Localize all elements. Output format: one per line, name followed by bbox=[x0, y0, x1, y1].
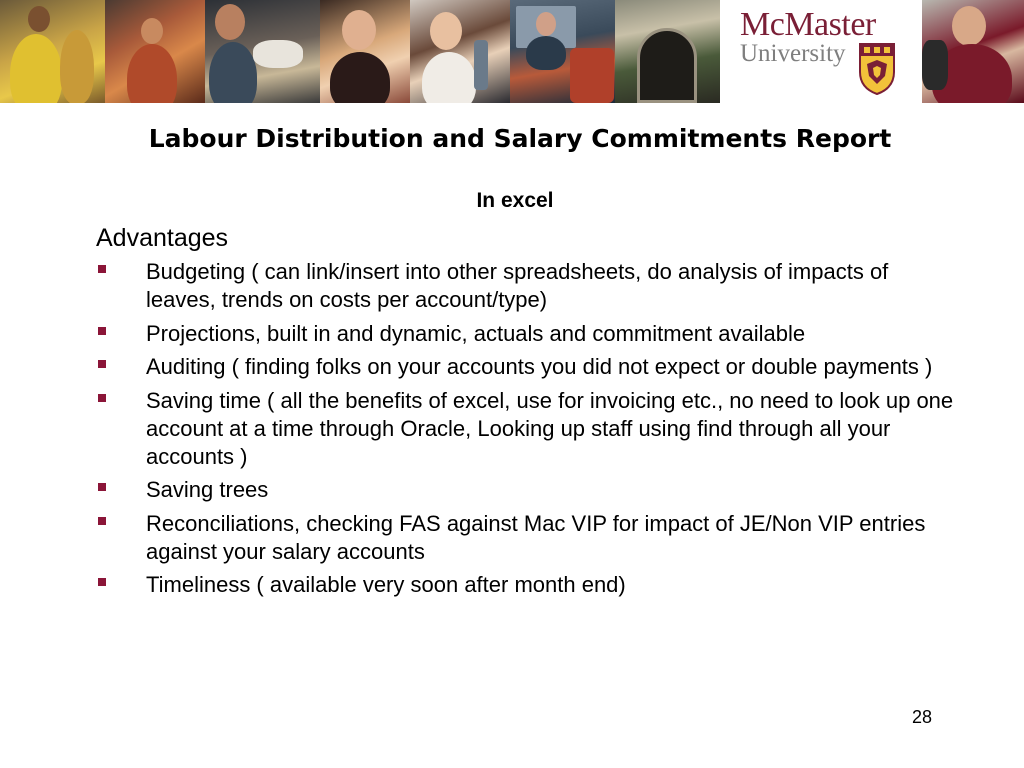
list-item bbox=[96, 571, 956, 599]
banner-photo-artists bbox=[105, 0, 205, 103]
banner-photo-professor bbox=[510, 0, 615, 103]
square-bullet-icon bbox=[98, 483, 106, 491]
banner-photo-students bbox=[320, 0, 410, 103]
list-item bbox=[96, 476, 956, 504]
list-item-text: Projections, built in and dynamic, actuals and commitment available bbox=[146, 320, 806, 346]
header-banner bbox=[0, 0, 1024, 103]
square-bullet-icon bbox=[98, 327, 106, 335]
list-item bbox=[96, 320, 956, 348]
square-bullet-icon bbox=[98, 578, 106, 586]
banner-photo-scientist bbox=[205, 0, 320, 103]
list-item bbox=[96, 510, 956, 566]
banner-photo-lab bbox=[410, 0, 510, 103]
page-number: 28 bbox=[912, 707, 933, 727]
section-heading: Advantages bbox=[96, 224, 229, 252]
list-item-text: Timeliness ( available very soon after month end) bbox=[146, 572, 626, 597]
banner-photo-musician bbox=[0, 0, 105, 103]
square-bullet-icon bbox=[98, 394, 106, 402]
list-item bbox=[96, 258, 956, 314]
slide-title: Labour Distribution and Salary Commitments Report bbox=[148, 124, 892, 153]
slide-subtitle: In excel bbox=[476, 189, 554, 212]
crest-icon bbox=[858, 42, 896, 96]
list-item-text: Budgeting ( can link/insert into other spreadsheets, do analysis of impacts of leaves, trends on costs per account/type) bbox=[146, 259, 889, 312]
square-bullet-icon bbox=[98, 265, 106, 273]
banner-photo-building bbox=[615, 0, 720, 103]
square-bullet-icon bbox=[98, 517, 106, 525]
list-item bbox=[96, 353, 956, 381]
list-item-text: Auditing ( finding folks on your accounts you did not expect or double payments ) bbox=[146, 354, 933, 379]
advantages-list bbox=[96, 258, 956, 605]
logo-wordmark-mcmaster: McMaster bbox=[740, 6, 876, 43]
list-item-text: Saving time ( all the benefits of excel, use for invoicing etc., no need to look up one account at a time through Oracle, Looking up staff using find through all your accounts ) bbox=[146, 387, 954, 469]
list-item-text: Saving trees bbox=[146, 477, 269, 502]
university-logo bbox=[720, 0, 922, 103]
banner-photo-athlete bbox=[922, 0, 1024, 103]
list-item-text: Reconciliations, checking FAS against Mac VIP for impact of JE/Non VIP entries against your salary accounts bbox=[146, 510, 926, 564]
square-bullet-icon bbox=[98, 360, 106, 368]
list-item bbox=[96, 387, 956, 471]
logo-wordmark-university: University bbox=[740, 40, 846, 67]
